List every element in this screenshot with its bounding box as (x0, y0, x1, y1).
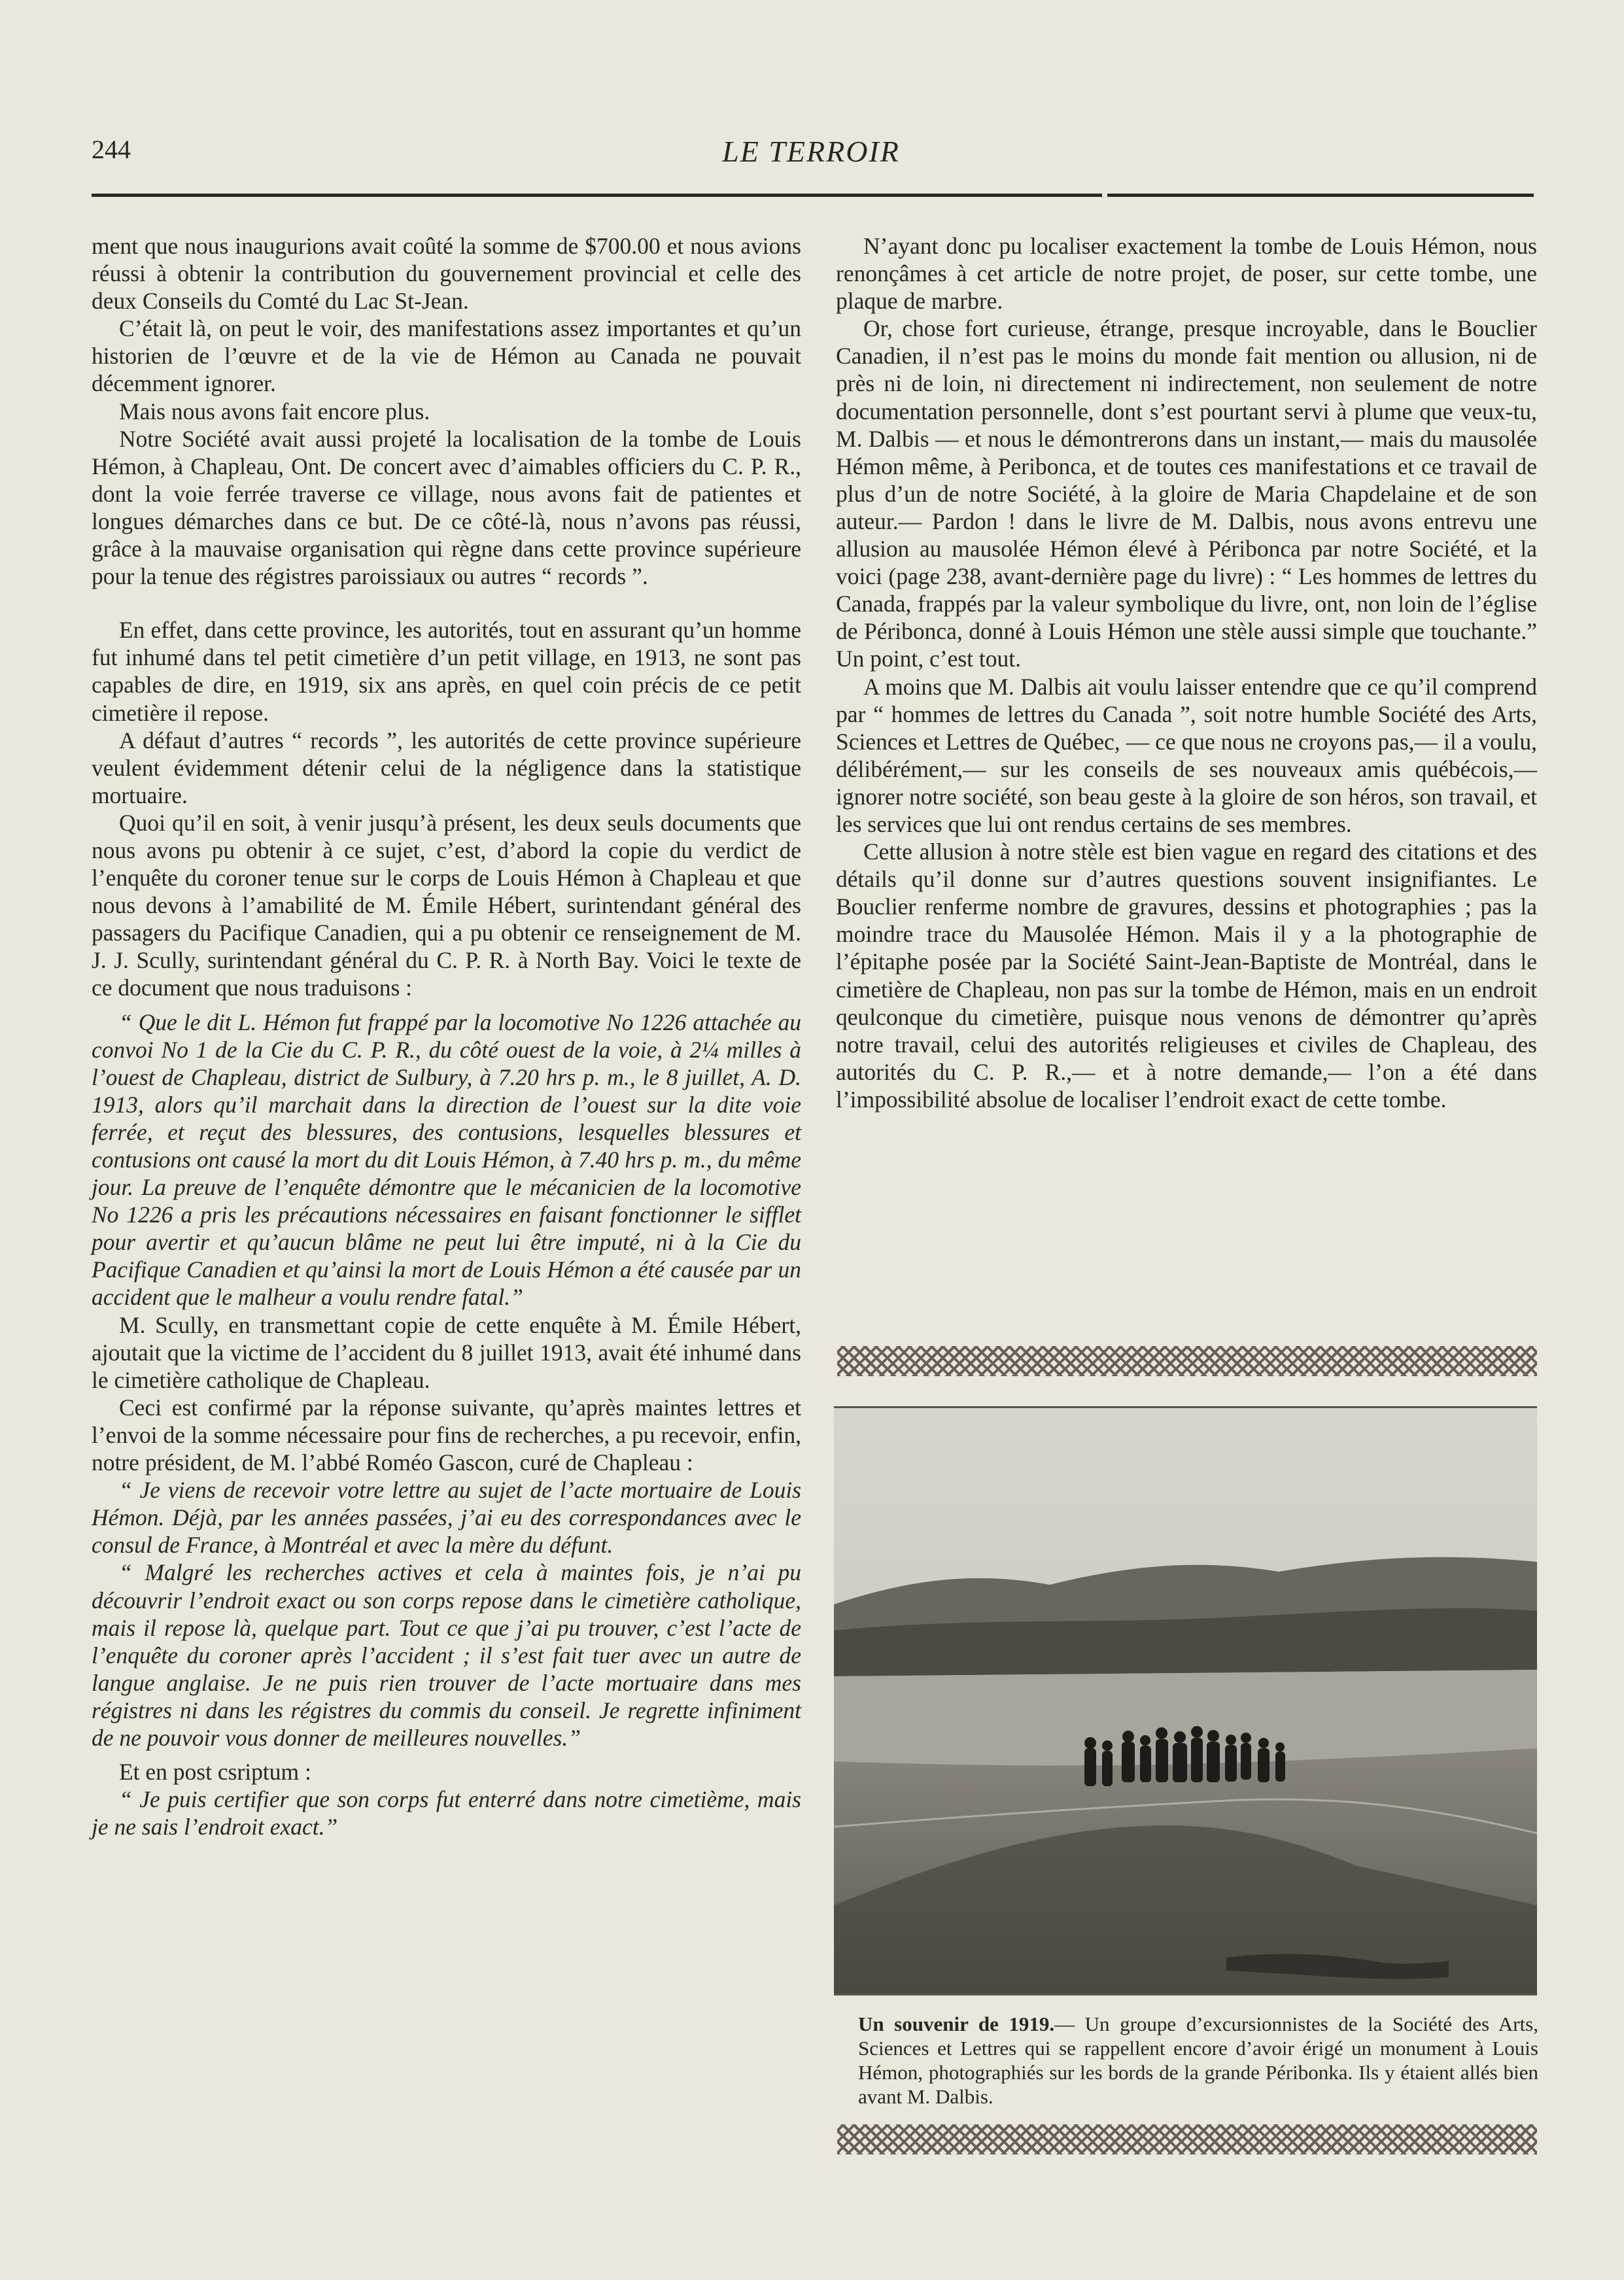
paragraph: Ceci est confirmé par la réponse suivante, qu’après maintes lettres et l’envoi de la somme nécessaire pour fins de recherches, a pu recevoir, enfin, notre président, de M. l’abbé Roméo Gascon, curé de Chapleau : (92, 1394, 801, 1476)
left-column (92, 232, 801, 1840)
paragraph: Cette allusion à notre stèle est bien vague en regard des citations et des détails qu’il donne sur d’autres questions souvent insignifiantes. Le Bouclier renferme nombre de gravures, dessins et photographies ; pas la moindre trace du Mausolée Hémon. Mais il y a la photographie de l’épitaphe posée par la Société Saint-Jean-Baptiste de Montréal, dans le cimetière de Chapleau, non pas sur la tombe de Hémon, mais en un endroit qeulconque du cimetière, puisque nous venons de démontrer qu’après notre travail, celui des autorités religieuses et civiles de Chapleau, des autorités du C. P. R.,— et à notre demande,— l’on a été dans l’impossibilité absolue de localiser l’endroit exact de cette tombe. (836, 838, 1537, 1113)
caption-text: — Un groupe d’excursionnistes de la Société des Arts, Sciences et Lettres qui se rappellent encore d’avoir érigé un monument à Louis Hémon, photographiés sur les bords de la grande Péribonka. Ils y étaient allés bien avant M. Dalbis. (858, 2012, 1538, 2108)
header-rule-left (92, 194, 1102, 197)
paragraph: Or, chose fort curieuse, étrange, presque incroyable, dans le Bouclier Canadien, il n’est pas le moins du monde fait mention ou allusion, ni de près ni de loin, ni directement ni indirectement, non seulement de notre documentation personnelle, dont s’est pourtant servi à plume que veux-tu, M. Dalbis — et nous le démontrerons dans un instant,— mais du mausolée Hémon même, à Peribonca, et de toutes ces manifestations et ce travail de plus d’un de notre Société, à la gloire de Maria Chapdelaine et de son auteur.— Pardon ! dans le livre de M. Dalbis, nous avons entrevu une allusion au mausolée Hémon élevé à Péribonca par notre Société, et la voici (page 238, avant-dernière page du livre) : “ Les hommes de lettres du Canada, frappés par la valeur symbolique du livre, ont, non loin de l’église de Péribonca, donné à Louis Hémon une stèle aussi simple que touchante.” Un point, c’est tout. (836, 315, 1537, 672)
header-rule-right (1107, 194, 1534, 197)
paragraph: Notre Société avait aussi projeté la localisation de la tombe de Louis Hémon, à Chapleau, Ont. De concert avec d’aimables officiers du C. P. R., dont la voie ferrée traverse ce village, nous avons fait de patientes et longues démarches dans ce but. De ce côté-là, nous n’avons pas réussi, grâce à la mauvaise organisation qui règne dans cette province supérieure pour la tenue des régistres paroissiaux ou autres “ records ”. (92, 425, 801, 590)
letter-quote: “ Malgré les recherches actives et cela à maintes fois, je n’ai pu découvrir l’endroit exact ou son corps repose dans le cimetière catholique, mais il repose là, quelque part. Tout ce que j’ai pu trouver, c’est l’acte de l’enquête du coroner après l’accident ; il s’est fait tuer avec un autre de langue anglaise. Je ne puis rien trouver de l’acte mortuaire dans mes régistres ni dans les régistres du commis du conseil. Je regrette infiniment de ne pouvoir vous donner de meilleures nouvelles.” (92, 1559, 801, 1751)
paragraph: A défaut d’autres “ records ”, les autorités de cette province supérieure veulent évidemment détenir celui de la négligence dans la statistique mortuaire. (92, 727, 801, 808)
right-column (836, 232, 1537, 1113)
running-title: LE TERROIR (722, 135, 900, 168)
paragraph: Et en post csriptum : (119, 1759, 311, 1786)
paragraph: A moins que M. Dalbis ait voulu laisser entendre que ce qu’il comprend par “ hommes de lettres du Canada ”, soit notre humble Société des Arts, Sciences et Lettres de Québec, — ce que nous ne croyons pas,— il a voulu, délibérément,— sur les conseils de ses nouveaux amis québécois,— ignorer notre société, son beau geste à la gloire de son héros, son travail, et les services que lui ont rendus certains de ses membres. (836, 673, 1537, 837)
page-header (92, 134, 1530, 173)
paragraph: C’était là, on peut le voir, des manifestations assez importantes et qu’un historien de l’œuvre et de la vie de Hémon au Canada ne pouvait décemment ignorer. (92, 315, 801, 397)
paragraph: ment que nous inaugurions avait coûté la somme de $700.00 et nous avions réussi à obtenir la contribution du gouvernement provincial et celle des deux Conseils du Comté du Lac St-Jean. (92, 233, 801, 315)
page-number: 244 (92, 135, 131, 164)
ornamental-border-top (837, 1346, 1537, 1376)
ornamental-border-bottom (837, 2124, 1537, 2154)
paragraph: M. Scully, en transmettant copie de cette enquête à M. Émile Hébert, ajoutait que la victime de l’accident du 8 juillet 1913, avait été inhumé dans le cimetière catholique de Chapleau. (92, 1311, 801, 1393)
caption-lead: Un souvenir de 1919. (858, 2012, 1055, 2035)
letter-quote: “ Je viens de recevoir votre lettre au sujet de l’acte mortuaire de Louis Hémon. Déjà, par les années passées, j’ai eu des correspondances avec le consul de France, à Montréal et avec la mère du défunt. (92, 1477, 801, 1559)
paragraph: N’ayant donc pu localiser exactement la tombe de Louis Hémon, nous renonçâmes à cet article de notre projet, de poser, sur cette tombe, une plaque de marbre. (836, 233, 1537, 315)
coroner-verdict-quote: “ Que le dit L. Hémon fut frappé par la locomotive No 1226 attachée au convoi No 1 de la Cie du C. P. R., du côté ouest de la voie, à 2¼ milles à l’ouest de Chapleau, district de Sulbury, à 7.20 hrs p. m., le 8 juillet, A. D. 1913, alors qu’il marchait dans la direction de l’ouest sur la dite voie ferrée, et reçut des blessures, des contusions, lesquelles blessures et contusions ont causé la mort du dit Louis Hémon, à 7.40 hrs p. m., du même jour. La preuve de l’enquête démontre que le mécanicien de la locomotive No 1226 a pris les précautions nécessaires en faisant fonctionner le sifflet pour avertir et qu’aucun blâme ne peut lui être imputé, ni à la Cie du Pacifique Canadien et qu’ainsi la mort de Louis Hémon a été causée par un accident que le malheur a voulu rendre fatal.” (92, 1009, 801, 1311)
paragraph: Mais nous avons fait encore plus. (119, 398, 430, 424)
photo-caption (858, 2012, 1538, 2109)
photograph-riverbank-group (834, 1406, 1537, 1995)
paragraph: Quoi qu’il en soit, à venir jusqu’à présent, les deux seuls documents que nous avons pu obtenir à ce sujet, c’est, d’abord la copie du verdict de l’enquête du coroner tenue sur le corps de Louis Hémon à Chapleau et que nous devons à l’amabilité de M. Émile Hébert, surintendant général des passagers du Pacifique Canadien, qui a pu obtenir ce renseignement de M. J. J. Scully, surintendant général du C. P. R. à North Bay. Voici le texte de ce document que nous traduisons : (92, 809, 801, 1001)
postscript-quote: “ Je puis certifier que son corps fut enterré dans notre cimetième, mais je ne sais l’endroit exact.” (92, 1786, 801, 1840)
paragraph: En effet, dans cette province, les autorités, tout en assurant qu’un homme fut inhumé dans tel petit cimetière d’un petit village, en 1913, ne sont pas capables de dire, en 1919, six ans après, en quel coin précis de ce petit cimetière il repose. (92, 617, 801, 726)
